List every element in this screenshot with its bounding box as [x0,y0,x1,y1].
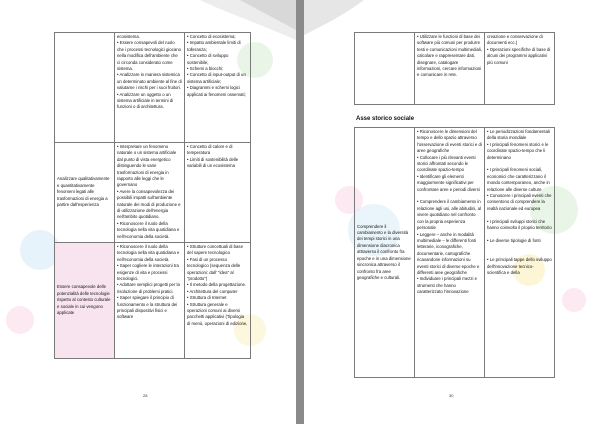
competence-cell [55,33,115,143]
skills-cell: • Riconoscere il ruolo della tecnologia nella vita quotidiana e nell'economia della società. • Saper cogliere le interazioni tra esigenze di vita e processi tecnologici. • Adottare semplici progetti per la risoluzione di problemi pratici. • Saper spiegare il principio di funzionamento e la struttura dei principali dispositivi fisici e software [115,243,185,359]
table-row [55,243,251,359]
right-page [304,0,600,424]
competence-cell: Essere consapevole delle potenzialità delle tecnologie rispetto al contesto culturale e sociale in cui vengono applicate [55,243,115,359]
knowledge-cell: • Concetto di ecosistema; • Impatto ambientale limiti di tolleranza; • Concetto di sviluppo sostenibile; • Schemi a blocchi; • Concetto di input-output di un sistema artificiale; • Diagrammi e schemi logici applicati ai fenomeni osservati; [185,33,251,143]
table-row [55,143,251,243]
competence-cell [355,33,415,105]
storico-sociale-table [354,127,555,378]
skills-cell: • Utilizzare le funzioni di base dei software più comuni per produrre testi e comunicazioni multimediali, calcolare e rappresentare dati, disegnare, catalogare informazioni, cercare informazioni e comunicare in rete. [415,33,485,105]
left-page [0,0,296,424]
table-row [55,33,251,143]
knowledge-cell: • Concetto di calore e di temperatura • Limiti di sostenibilità delle variabili di un ecosistema [185,143,251,243]
skills-cell: • Riconoscere le dimensioni del tempo e dello spazio attraverso l'osservazione di eventi storici e di aree geografiche • Collocare i più rilevanti eventi storici affrontati secondo le coordinate spazio-tempo • Identificare gli elementi maggiormente significativi per confrontare aree e periodi diversi • Comprendere il cambiamento in relazione agli usi, alle abitudini, al vivere quotidiano nel confronto con la propria esperienza personale • Leggere – anche in modalità multimediale – le differenti fonti letterarie, iconografiche, documentarie, cartografiche ricavandone informazioni su eventi storici di diverse epoche e differenti aree geografiche • Individuare i principali mezzi e strumenti che hanno caratterizzato l'innovazione [415,128,485,378]
competence-cell: Comprendere il cambiamento e la diversità dei tempi storici in una dimensione diacronica attraverso il confronto fra epoche e in una dimensione sincronica attraverso il confronto fra aree geografiche e culturali. [355,128,415,378]
skills-cell: • Interpretare un fenomeno naturale o un sistema artificiale dal punto di vista energetico distinguendo le varie trasformazioni di energia in rapporto alle leggi che le governano • Avere la consapevolezza dei possibili impatti sull'ambiente naturale dei modi di produzione e di utilizzazione dell'energia nell'ambito quotidiano. • Riconoscere il ruolo della tecnologia nella vita quotidiana e nell'economia della società. [115,143,185,243]
skills-cell: ecosistema. • Essere consapevoli del ruolo che i processi tecnologici giocano nella modifica dell'ambiente che ci circonda considerato come sistema. • Analizzare in maniera sistemica un determinato ambiente al fine di valutarne i rischi per i suoi fruitori. • Analizzare un oggetto o un sistema artificiale in termini di funzioni o di architettura. [115,33,185,143]
section-title: Asse storico sociale [356,116,415,122]
competence-cell: Analizzare qualitativamente e quantitativamente fenomeni legati alle trasformazioni di energia a partire dall'esperienza [55,143,115,243]
table-row [355,128,555,378]
page-number: 28 [143,393,148,398]
competences-table-left [54,32,251,359]
table-row [355,33,555,105]
competences-table-right-top [354,32,555,105]
knowledge-cell: creazione e conservazione di documenti ecc.) • Operazioni specifiche di base di alcuni dei programmi applicativi più comuni [485,33,555,105]
knowledge-cell: • Strutture concettuali di base del sapere tecnologico • Fasi di un processo tecnologico (sequenza delle operazioni: dall' "idea" al "prodotto") • Il metodo della progettazione. • Architettura del computer • Struttura di Internet • Struttura generale e operazioni comuni ai diversi pacchetti applicativi (Tipologia di menù, operazioni di edizione, [185,243,251,359]
page-number: 30 [449,393,454,398]
knowledge-cell: • Le periodizzazioni fondamentali della storia mondiale • I principali fenomeni storici e le coordinate spazio-tempo che li determinano • I principali fenomeni sociali, economici che caratterizzano il mondo contemporaneo, anche in relazione alle diverse culture • Conoscere i principali eventi che consentono di comprendere la realtà nazionale ed europea • I principali sviluppi storici che hanno coinvolto il proprio territorio • Le diverse tipologie di fonti • Le principali tappe dello sviluppo dell'innovazione tecnico-scientifica e della [485,128,555,378]
